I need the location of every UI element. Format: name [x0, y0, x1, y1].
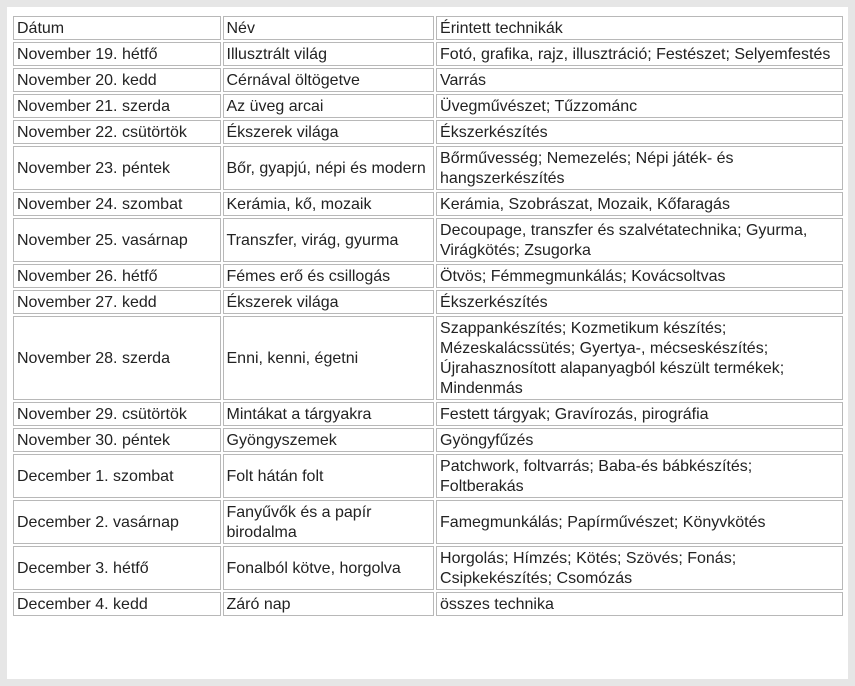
date-cell: November 25. vasárnap — [13, 218, 221, 262]
name-cell: Illusztrált világ — [223, 42, 435, 66]
techniques-cell: Ékszerkészítés — [436, 120, 843, 144]
table-row — [13, 218, 843, 262]
techniques-cell: Ékszerkészítés — [436, 290, 843, 314]
name-cell: Fémes erő és csillogás — [223, 264, 435, 288]
date-cell: November 29. csütörtök — [13, 402, 221, 426]
techniques-cell: Kerámia, Szobrászat, Mozaik, Kőfaragás — [436, 192, 843, 216]
content-panel — [7, 7, 848, 679]
techniques-cell: Üvegművészet; Tűzzománc — [436, 94, 843, 118]
techniques-cell: Fotó, grafika, rajz, illusztráció; Festészet; Selyemfestés — [436, 42, 843, 66]
table-header-row — [13, 16, 843, 40]
date-cell: November 22. csütörtök — [13, 120, 221, 144]
table-row — [13, 192, 843, 216]
techniques-cell: Gyöngyfűzés — [436, 428, 843, 452]
schedule-table-body — [13, 16, 843, 616]
date-cell: November 24. szombat — [13, 192, 221, 216]
column-header-date: Dátum — [13, 16, 221, 40]
date-cell: December 4. kedd — [13, 592, 221, 616]
name-cell: Folt hátán folt — [223, 454, 435, 498]
name-cell: Ékszerek világa — [223, 120, 435, 144]
schedule-table — [11, 14, 845, 618]
date-cell: December 3. hétfő — [13, 546, 221, 590]
table-row — [13, 42, 843, 66]
table-row — [13, 94, 843, 118]
table-row — [13, 592, 843, 616]
date-cell: November 28. szerda — [13, 316, 221, 400]
name-cell: Fanyűvők és a papír birodalma — [223, 500, 435, 544]
table-row — [13, 146, 843, 190]
column-header-techniques: Érintett technikák — [436, 16, 843, 40]
date-cell: December 2. vasárnap — [13, 500, 221, 544]
name-cell: Transzfer, virág, gyurma — [223, 218, 435, 262]
table-row — [13, 428, 843, 452]
name-cell: Gyöngyszemek — [223, 428, 435, 452]
name-cell: Záró nap — [223, 592, 435, 616]
date-cell: November 27. kedd — [13, 290, 221, 314]
date-cell: November 19. hétfő — [13, 42, 221, 66]
date-cell: November 23. péntek — [13, 146, 221, 190]
name-cell: Bőr, gyapjú, népi és modern — [223, 146, 435, 190]
name-cell: Kerámia, kő, mozaik — [223, 192, 435, 216]
name-cell: Mintákat a tárgyakra — [223, 402, 435, 426]
column-header-name: Név — [223, 16, 435, 40]
name-cell: Fonalból kötve, horgolva — [223, 546, 435, 590]
name-cell: Az üveg arcai — [223, 94, 435, 118]
techniques-cell: Famegmunkálás; Papírművészet; Könyvkötés — [436, 500, 843, 544]
name-cell: Cérnával öltögetve — [223, 68, 435, 92]
name-cell: Enni, kenni, égetni — [223, 316, 435, 400]
table-row — [13, 68, 843, 92]
table-row — [13, 120, 843, 144]
table-row — [13, 500, 843, 544]
table-row — [13, 264, 843, 288]
techniques-cell: Horgolás; Hímzés; Kötés; Szövés; Fonás; Csipkekészítés; Csomózás — [436, 546, 843, 590]
techniques-cell: összes technika — [436, 592, 843, 616]
techniques-cell: Bőrművesség; Nemezelés; Népi játék- és hangszerkészítés — [436, 146, 843, 190]
date-cell: November 20. kedd — [13, 68, 221, 92]
techniques-cell: Szappankészítés; Kozmetikum készítés; Mézeskalácssütés; Gyertya-, mécseskészítés; Újrahasznosított alapanyagból készült termékek; Mindenmás — [436, 316, 843, 400]
date-cell: November 26. hétfő — [13, 264, 221, 288]
techniques-cell: Varrás — [436, 68, 843, 92]
table-row — [13, 290, 843, 314]
date-cell: November 30. péntek — [13, 428, 221, 452]
table-row — [13, 402, 843, 426]
date-cell: November 21. szerda — [13, 94, 221, 118]
table-row — [13, 316, 843, 400]
name-cell: Ékszerek világa — [223, 290, 435, 314]
techniques-cell: Patchwork, foltvarrás; Baba-és bábkészítés; Foltberakás — [436, 454, 843, 498]
techniques-cell: Festett tárgyak; Gravírozás, pirográfia — [436, 402, 843, 426]
table-row — [13, 454, 843, 498]
date-cell: December 1. szombat — [13, 454, 221, 498]
techniques-cell: Decoupage, transzfer és szalvétatechnika; Gyurma, Virágkötés; Zsugorka — [436, 218, 843, 262]
table-row — [13, 546, 843, 590]
techniques-cell: Ötvös; Fémmegmunkálás; Kovácsoltvas — [436, 264, 843, 288]
